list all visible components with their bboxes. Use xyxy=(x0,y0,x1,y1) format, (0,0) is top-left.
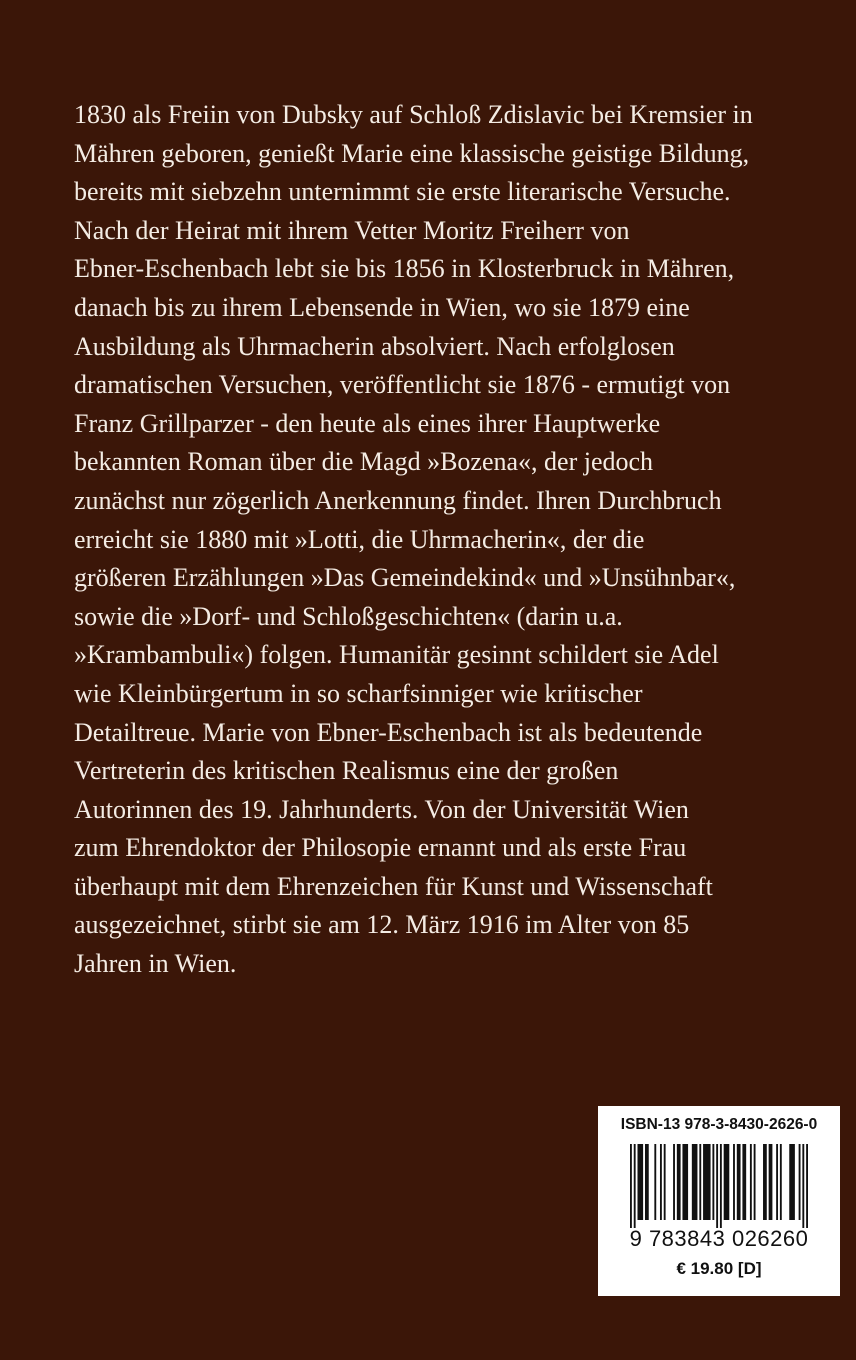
barcode-bar xyxy=(692,1144,698,1220)
barcode-guard-bar xyxy=(806,1144,808,1228)
biography-line: danach bis zu ihrem Lebensende in Wien, wo sie 1879 eine xyxy=(74,292,690,322)
barcode-guard-bar xyxy=(720,1144,722,1228)
biography-line: bekannten Roman über die Magd »Bozena«, der jedoch xyxy=(74,447,654,477)
barcode-guard-bar xyxy=(634,1144,636,1228)
barcode-bar xyxy=(754,1144,756,1220)
barcode-bar xyxy=(703,1144,710,1220)
barcode-bar xyxy=(750,1144,752,1220)
barcode-bar xyxy=(682,1144,688,1220)
barcode-bar xyxy=(776,1144,778,1220)
biography-line: erreicht sie 1880 mit »Lotti, die Uhrmacherin«, der die xyxy=(74,524,645,554)
barcode-bar xyxy=(677,1144,681,1220)
barcode-bar xyxy=(724,1144,730,1220)
biography-line: bereits mit siebzehn unternimmt sie erste literarische Versuche. xyxy=(74,177,731,207)
barcode-bar xyxy=(654,1144,656,1220)
biography-line: wie Kleinbürgertum in so scharfsinniger wie kritischer xyxy=(74,678,643,708)
barcode-guard-bar xyxy=(716,1144,718,1228)
biography-line: sowie die »Dorf- und Schloßgeschichten« (darin u.a. xyxy=(74,601,623,631)
biography-line: dramatischen Versuchen, veröffentlicht sie 1876 - ermutigt von xyxy=(74,370,731,400)
barcode-bar xyxy=(769,1144,773,1220)
barcode-bar xyxy=(789,1144,795,1220)
barcode-digits: 9 783843 026260 xyxy=(629,1226,809,1251)
biography-line: Detailtreue. Marie von Ebner-Eschenbach ist als bedeutende xyxy=(74,717,703,747)
barcode-bar xyxy=(645,1144,649,1220)
isbn-barcode-panel xyxy=(598,1106,840,1296)
author-biography xyxy=(74,96,814,984)
barcode-bar xyxy=(733,1144,735,1220)
biography-line: 1830 als Freiin von Dubsky auf Schloß Zdislavic bei Kremsier in xyxy=(74,100,753,129)
biography-line: Franz Grillparzer - den heute als eines ihrer Hauptwerke xyxy=(74,408,661,438)
barcode-guard-bar xyxy=(630,1144,632,1228)
barcode-bar xyxy=(780,1144,782,1220)
biography-line: Ausbildung als Uhrmacherin absolviert. Nach erfolglosen xyxy=(74,331,675,361)
isbn-label: ISBN-13 978-3-8430-2626-0 xyxy=(620,1116,818,1133)
barcode-bar xyxy=(763,1144,767,1220)
biography-line: Autorinnen des 19. Jahrhunderts. Von der Universität Wien xyxy=(74,794,689,824)
biography-line: Jahren in Wien. xyxy=(74,949,237,979)
barcode-bar xyxy=(637,1144,643,1220)
biography-line: zunächst nur zögerlich Anerkennung findet. Ihren Durchbruch xyxy=(74,485,722,515)
biography-line: Ebner-Eschenbach lebt sie bis 1856 in Klosterbruck in Mähren, xyxy=(74,254,735,284)
barcode-bar xyxy=(673,1144,675,1220)
barcode-bar xyxy=(742,1144,746,1220)
biography-line: größeren Erzählungen »Das Gemeindekind« und »Unsühnbar«, xyxy=(74,563,736,593)
barcode-bar xyxy=(712,1144,714,1220)
barcode-guard-bar xyxy=(802,1144,804,1228)
biography-line: Mähren geboren, genießt Marie eine klassische geistige Bildung, xyxy=(74,138,750,168)
biography-line: zum Ehrendoktor der Philosopie ernannt und als erste Frau xyxy=(74,833,687,863)
biography-line: ausgezeichnet, stirbt sie am 12. März 1916 im Alter von 85 xyxy=(74,910,690,940)
barcode-bar xyxy=(799,1144,801,1220)
biography-line: Nach der Heirat mit ihrem Vetter Moritz Freiherr von xyxy=(74,215,630,245)
barcode-icon xyxy=(630,1144,808,1228)
biography-line: Vertreterin des kritischen Realismus eine der großen xyxy=(74,756,619,786)
barcode-bar xyxy=(699,1144,701,1220)
barcode-bar xyxy=(737,1144,741,1220)
price-label: € 19.80 [D] xyxy=(676,1259,762,1278)
barcode-bar xyxy=(664,1144,666,1220)
biography-line: »Krambambuli«) folgen. Humanitär gesinnt schildert sie Adel xyxy=(74,640,719,670)
biography-line: überhaupt mit dem Ehrenzeichen für Kunst und Wissenschaft xyxy=(74,871,713,901)
barcode-bar xyxy=(660,1144,662,1220)
